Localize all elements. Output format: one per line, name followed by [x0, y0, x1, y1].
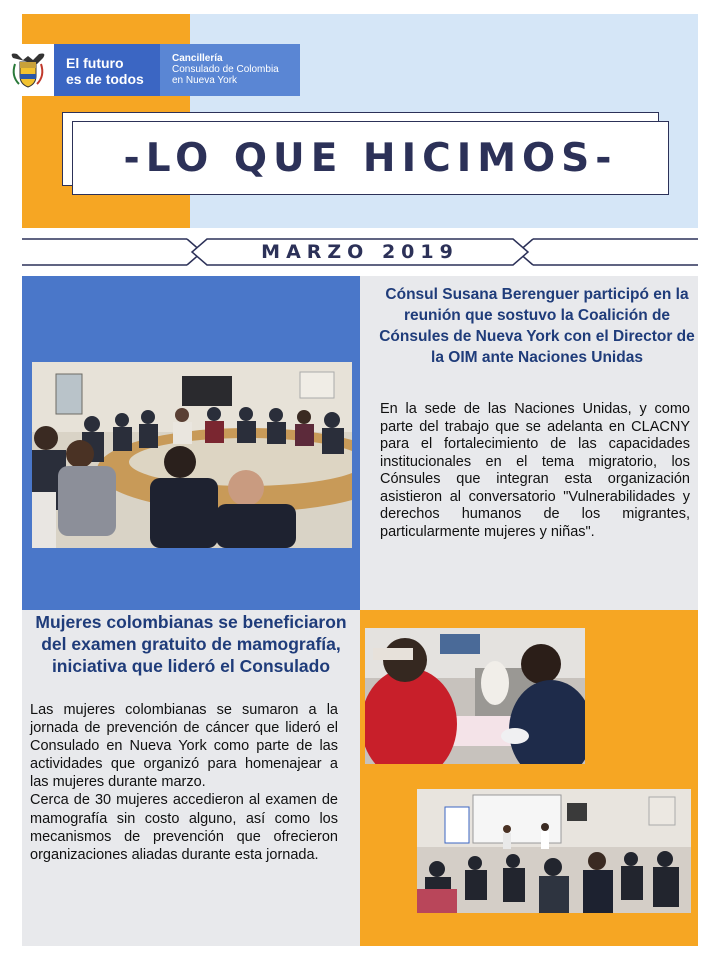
logo-slogan-line2: es de todos [66, 71, 144, 87]
section2-heading: Mujeres colombianas se beneficiaron del examen gratuito de mamografía, iniciativa que lideró el Consulado [35, 612, 347, 676]
logo-org-line1: Cancillería [172, 53, 223, 64]
coat-of-arms-icon [9, 50, 47, 90]
mammography-photo [365, 628, 585, 764]
section1-heading: Cónsul Susana Berenguer participó en la reunión que sostuvo la Coalición de Cónsules de Nueva York con el Director de la OIM ante Naciones Unidas [379, 286, 695, 366]
title-frame [72, 121, 669, 195]
presentation-photo [417, 789, 691, 913]
logo-org-line2: Consulado de Colombia [172, 64, 279, 75]
logo-slogan [54, 44, 160, 96]
logo-org-line3: en Nueva York [172, 75, 238, 86]
section2-paragraph1: Las mujeres colombianas se sumaron a la jornada de prevención de cáncer que lideró el Consulado en Nueva York como parte de las actividades que organizó para homenajear a las mujeres durante marzo. [30, 702, 338, 791]
section2-body [30, 701, 338, 864]
page-title: -LO QUE HICIMOS- [123, 135, 618, 181]
month-label: MARZO 2019 [261, 241, 459, 263]
section2-paragraph2: Cerca de 30 mujeres accedieron al examen de mamografía sin costo alguno, así como los mecanismos de prevención que ofrecieron organizaciones aliadas durante esta jornada. [30, 792, 338, 863]
logo-organization [160, 44, 300, 96]
logo-slogan-line1: El futuro [66, 55, 124, 71]
meeting-photo [32, 362, 352, 548]
section1-body: En la sede de las Naciones Unidas, y como parte del trabajo que se adelanta en CLACNY para el fortalecimiento de las capacidades institucionales en el tema migratorio, los Cónsules que integran esta organización asistieron al conversatorio "Vulnerabilidades y derechos humanos de los migrantes, particularmente mujeres y niñas". [380, 401, 690, 540]
